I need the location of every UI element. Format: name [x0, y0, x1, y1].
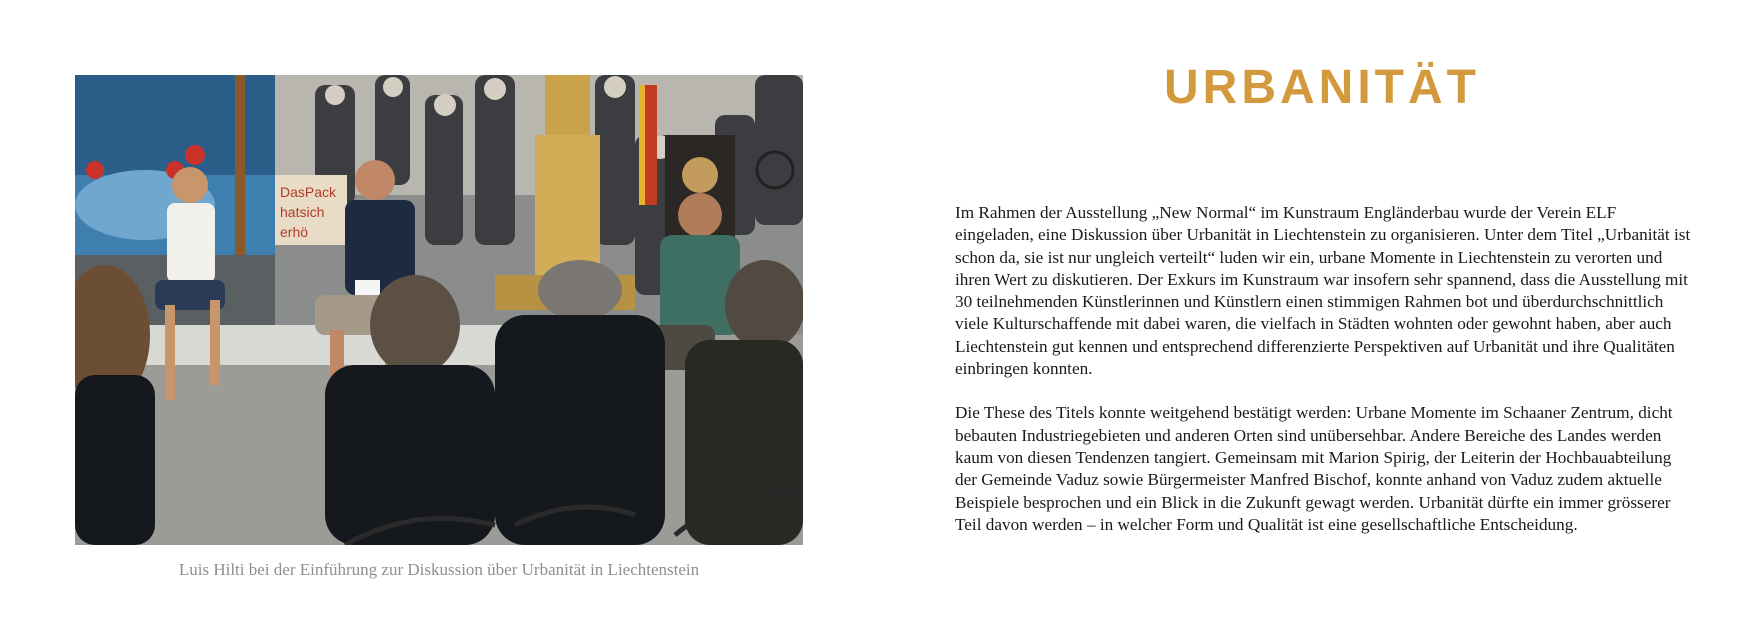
event-photo — [75, 75, 803, 545]
sign-line-1: DasPack — [280, 184, 337, 200]
paragraph-1: Im Rahmen der Ausstellung „New Normal“ im Kunstraum Engländerbau wurde der Verein ELF eingeladen, eine Diskussion über Urbanität in Liechtenstein zu organisieren. Unter dem Titel „Urbanität ist schon da, sie ist nur ungleich verteilt“ luden wir ein, urbane Momente in Liechtenstein zu verorten und ihren Wert zu diskutieren. Der Exkurs im Kunstraum war insofern sehr spannend, dass die Ausstellung mit 30 teilnehmenden Künstlerinnen und Künstlern einen stimmigen Rahmen bot und überdurchschnittlich viele Kulturschaffende mit dabei waren, die vielfach in Städten wohnten oder gewohnt haben, aber auch Liechtenstein gut kennen und entsprechend differenzierte Perspektiven auf Urbanität und ihre Qualitäten einbringen konnten. — [955, 203, 1691, 379]
photo-caption: Luis Hilti bei der Einführung zur Diskussion über Urbanität in Liechtenstein — [178, 560, 700, 579]
page-title: URBANITÄT — [1164, 61, 1480, 114]
sign-line-3: erhö — [280, 224, 309, 240]
paragraph-2: Die These des Titels konnte weitgehend bestätigt werden: Urbane Momente im Schaaner Zentrum, dicht bebauten Industriegebieten und anderen Orten sind unübersehbar. Andere Bereiche des Landes werden kaum von diesen Tendenzen tangiert. Gemeinsam mit Marion Spirig, der Leiterin der Hochbauabteilung der Gemeinde Vaduz sowie Bürgermeister Manfred Bischof, konnte anhand von Vaduz zudem aktuelle Beispiele besprochen und ein Blick in die Zukunft gewagt werden. Urbanität dürfte ein immer grösserer Teil davon werden – in welcher Form und Qualität ist eine gesellschaftliche Entscheidung. — [955, 403, 1673, 534]
panel-discussion-image — [75, 75, 803, 545]
sign-line-2: hatsich — [280, 204, 325, 220]
article-body — [955, 202, 1693, 558]
